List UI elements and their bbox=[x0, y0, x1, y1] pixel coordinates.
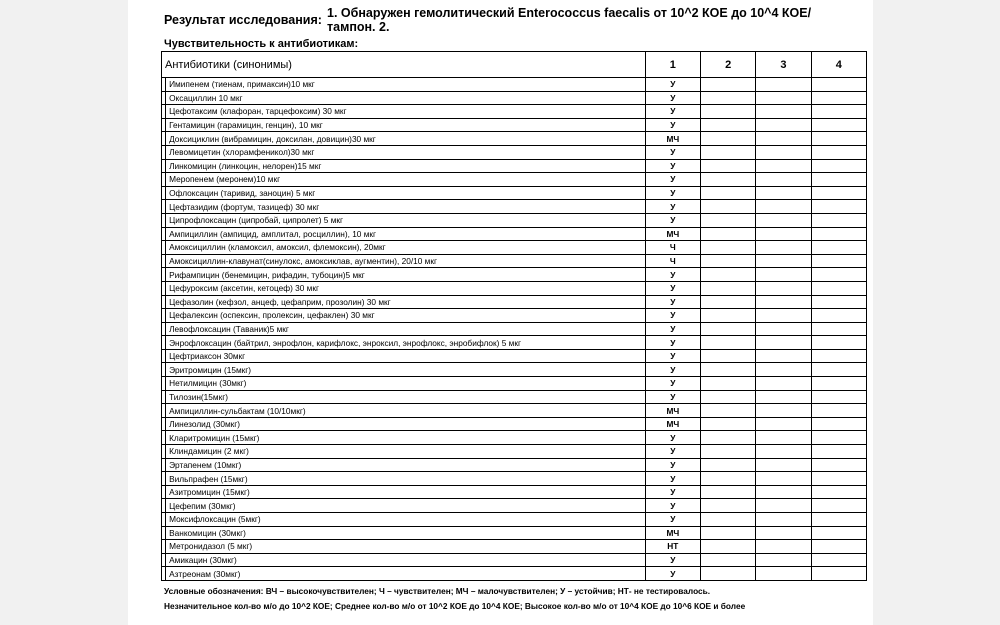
result-cell-3 bbox=[756, 132, 811, 146]
result-cell-3 bbox=[756, 173, 811, 187]
result-cell-3 bbox=[756, 159, 811, 173]
result-cell-1: У bbox=[645, 159, 700, 173]
result-cell-2 bbox=[700, 241, 755, 255]
table-row bbox=[162, 472, 867, 486]
table-row bbox=[162, 526, 867, 540]
result-cell-4 bbox=[811, 377, 866, 391]
antibiotic-name: Азитромицин (15мкг) bbox=[166, 485, 646, 499]
result-cell-3 bbox=[756, 485, 811, 499]
antibiotic-name: Оксациллин 10 мкг bbox=[166, 91, 646, 105]
result-cell-2 bbox=[700, 309, 755, 323]
antibiotic-name: Цефуроксим (аксетин, кетоцеф) 30 мкг bbox=[166, 281, 646, 295]
result-text: 1. Обнаружен гемолитический Enterococcus faecalis от 10^2 КОЕ до 10^4 КОЕ/тампон. 2. bbox=[327, 6, 812, 34]
sensitivity-title: Чувствительность к антибиотикам: bbox=[164, 38, 359, 50]
result-cell-3 bbox=[756, 445, 811, 459]
result-cell-1: У bbox=[645, 268, 700, 282]
antibiotic-name: Меропенем (меронем)10 мкг bbox=[166, 173, 646, 187]
result-cell-3 bbox=[756, 513, 811, 527]
result-cell-1: Ч bbox=[645, 254, 700, 268]
legend: Условные обозначения: ВЧ – высокочувствителен; Ч – чувствителен; МЧ – малочувствителен; У – устойчив; НТ- не тестировалось. bbox=[164, 586, 711, 596]
table-row bbox=[162, 390, 867, 404]
result-cell-4 bbox=[811, 254, 866, 268]
table-row bbox=[162, 200, 867, 214]
table-row bbox=[162, 540, 867, 554]
antibiotic-name: Ампициллин (ампицид, амплитал, росциллин), 10 мкг bbox=[166, 227, 646, 241]
table-row bbox=[162, 227, 867, 241]
result-cell-3 bbox=[756, 553, 811, 567]
result-cell-2 bbox=[700, 417, 755, 431]
result-cell-4 bbox=[811, 200, 866, 214]
result-cell-1: У bbox=[645, 213, 700, 227]
result-cell-3 bbox=[756, 91, 811, 105]
result-cell-4 bbox=[811, 78, 866, 92]
result-cell-2 bbox=[700, 526, 755, 540]
result-cell-3 bbox=[756, 404, 811, 418]
table-row bbox=[162, 445, 867, 459]
result-cell-1: У bbox=[645, 281, 700, 295]
result-cell-1: У bbox=[645, 105, 700, 119]
result-cell-1: У bbox=[645, 91, 700, 105]
column-header-1: 1 bbox=[645, 52, 700, 78]
result-cell-2 bbox=[700, 132, 755, 146]
antibiotics-table bbox=[161, 51, 867, 581]
result-cell-3 bbox=[756, 105, 811, 119]
result-cell-1: МЧ bbox=[645, 132, 700, 146]
result-cell-1: Ч bbox=[645, 241, 700, 255]
table-row bbox=[162, 417, 867, 431]
table-row bbox=[162, 105, 867, 119]
result-cell-1: У bbox=[645, 431, 700, 445]
result-cell-3 bbox=[756, 567, 811, 581]
antibiotic-name: Цефтазидим (фортум, тазицеф) 30 мкг bbox=[166, 200, 646, 214]
result-cell-3 bbox=[756, 349, 811, 363]
table-row bbox=[162, 309, 867, 323]
result-cell-2 bbox=[700, 105, 755, 119]
result-cell-4 bbox=[811, 553, 866, 567]
table-row bbox=[162, 363, 867, 377]
antibiotic-name: Нетилмицин (30мкг) bbox=[166, 377, 646, 391]
antibiotic-name: Клиндамицин (2 мкг) bbox=[166, 445, 646, 459]
table-row bbox=[162, 322, 867, 336]
result-cell-3 bbox=[756, 540, 811, 554]
table-row bbox=[162, 132, 867, 146]
result-cell-4 bbox=[811, 485, 866, 499]
result-cell-1: У bbox=[645, 78, 700, 92]
result-cell-3 bbox=[756, 336, 811, 350]
result-cell-4 bbox=[811, 91, 866, 105]
table-row bbox=[162, 173, 867, 187]
table-row bbox=[162, 336, 867, 350]
antibiotic-name: Кларитромицин (15мкг) bbox=[166, 431, 646, 445]
table-row bbox=[162, 567, 867, 581]
table-row bbox=[162, 254, 867, 268]
result-cell-4 bbox=[811, 417, 866, 431]
result-cell-4 bbox=[811, 281, 866, 295]
antibiotic-name: Тилозин(15мкг) bbox=[166, 390, 646, 404]
antibiotic-name: Линкомицин (линкоцин, нелорен)15 мкг bbox=[166, 159, 646, 173]
result-cell-2 bbox=[700, 213, 755, 227]
result-cell-4 bbox=[811, 567, 866, 581]
result-cell-1: У bbox=[645, 173, 700, 187]
table-row bbox=[162, 349, 867, 363]
result-cell-4 bbox=[811, 363, 866, 377]
result-cell-4 bbox=[811, 268, 866, 282]
result-cell-2 bbox=[700, 173, 755, 187]
table-row bbox=[162, 431, 867, 445]
antibiotic-name: Метронидазол (5 мкг) bbox=[166, 540, 646, 554]
antibiotic-name: Амоксициллин-клавунат(синулокс, амоксиклав, аугментин), 20/10 мкг bbox=[166, 254, 646, 268]
report-page bbox=[128, 0, 873, 625]
result-cell-1: НТ bbox=[645, 540, 700, 554]
table-row bbox=[162, 295, 867, 309]
result-cell-4 bbox=[811, 431, 866, 445]
result-cell-4 bbox=[811, 118, 866, 132]
result-cell-1: У bbox=[645, 322, 700, 336]
result-cell-1: У bbox=[645, 309, 700, 323]
result-cell-2 bbox=[700, 513, 755, 527]
antibiotic-name: Цефтриаксон 30мкг bbox=[166, 349, 646, 363]
result-cell-3 bbox=[756, 227, 811, 241]
result-cell-4 bbox=[811, 445, 866, 459]
result-cell-3 bbox=[756, 295, 811, 309]
result-cell-4 bbox=[811, 145, 866, 159]
result-cell-3 bbox=[756, 254, 811, 268]
antibiotic-name: Доксициклин (вибрамицин, доксилан, довицин)30 мкг bbox=[166, 132, 646, 146]
result-cell-4 bbox=[811, 227, 866, 241]
result-cell-3 bbox=[756, 213, 811, 227]
result-cell-4 bbox=[811, 458, 866, 472]
result-cell-4 bbox=[811, 322, 866, 336]
result-cell-1: У bbox=[645, 567, 700, 581]
antibiotic-name: Эритромицин (15мкг) bbox=[166, 363, 646, 377]
antibiotic-name: Цефалексин (оспексин, пролексин, цефаклен) 30 мкг bbox=[166, 309, 646, 323]
antibiotic-name: Ципрофлоксацин (ципробай, ципролет) 5 мкг bbox=[166, 213, 646, 227]
result-cell-3 bbox=[756, 118, 811, 132]
result-cell-2 bbox=[700, 268, 755, 282]
antibiotic-name: Гентамицин (гарамицин, генцин), 10 мкг bbox=[166, 118, 646, 132]
result-cell-2 bbox=[700, 186, 755, 200]
table-row bbox=[162, 241, 867, 255]
result-cell-2 bbox=[700, 431, 755, 445]
result-cell-2 bbox=[700, 227, 755, 241]
antibiotic-name: Цефотаксим (клафоран, тарцефоксим) 30 мкг bbox=[166, 105, 646, 119]
result-cell-4 bbox=[811, 526, 866, 540]
result-cell-1: У bbox=[645, 390, 700, 404]
result-cell-1: У bbox=[645, 445, 700, 459]
quantity-note: Незначительное кол-во м/о до 10^2 КОЕ; Среднее кол-во м/о от 10^2 КОЕ до 10^4 КОЕ; Высокое кол-во м/о от 10^4 КОЕ до 10^6 КОЕ и более bbox=[164, 601, 746, 611]
result-cell-2 bbox=[700, 281, 755, 295]
antibiotic-name: Цефазолин (кефзол, анцеф, цефаприм, прозолин) 30 мкг bbox=[166, 295, 646, 309]
table-row bbox=[162, 213, 867, 227]
antibiotic-name: Линезолид (30мкг) bbox=[166, 417, 646, 431]
result-cell-2 bbox=[700, 336, 755, 350]
result-cell-2 bbox=[700, 91, 755, 105]
result-cell-2 bbox=[700, 553, 755, 567]
result-cell-4 bbox=[811, 513, 866, 527]
result-cell-2 bbox=[700, 322, 755, 336]
result-cell-4 bbox=[811, 132, 866, 146]
result-cell-1: У bbox=[645, 349, 700, 363]
result-cell-2 bbox=[700, 499, 755, 513]
result-cell-3 bbox=[756, 268, 811, 282]
result-cell-1: У bbox=[645, 363, 700, 377]
result-cell-3 bbox=[756, 417, 811, 431]
result-cell-2 bbox=[700, 458, 755, 472]
result-cell-4 bbox=[811, 173, 866, 187]
result-cell-1: У bbox=[645, 472, 700, 486]
result-cell-4 bbox=[811, 105, 866, 119]
table-row bbox=[162, 91, 867, 105]
result-cell-3 bbox=[756, 458, 811, 472]
antibiotic-name: Эртапенем (10мкг) bbox=[166, 458, 646, 472]
result-cell-1: У bbox=[645, 295, 700, 309]
result-cell-1: МЧ bbox=[645, 526, 700, 540]
table-body bbox=[162, 78, 867, 581]
result-cell-1: У bbox=[645, 553, 700, 567]
antibiotic-name: Амоксициллин (кламоксил, амоксил, флемоксин), 20мкг bbox=[166, 241, 646, 255]
result-cell-2 bbox=[700, 145, 755, 159]
antibiotic-name: Ванкомицин (30мкг) bbox=[166, 526, 646, 540]
result-cell-1: У bbox=[645, 458, 700, 472]
result-cell-3 bbox=[756, 499, 811, 513]
antibiotic-name: Имипенем (тиенам, примаксин)10 мкг bbox=[166, 78, 646, 92]
table-row bbox=[162, 377, 867, 391]
result-cell-4 bbox=[811, 336, 866, 350]
result-cell-3 bbox=[756, 241, 811, 255]
result-cell-1: У bbox=[645, 186, 700, 200]
antibiotic-name: Рифампицин (бенемицин, рифадин, тубоцин)5 мкг bbox=[166, 268, 646, 282]
result-cell-3 bbox=[756, 145, 811, 159]
result-cell-2 bbox=[700, 485, 755, 499]
result-cell-2 bbox=[700, 295, 755, 309]
result-cell-4 bbox=[811, 390, 866, 404]
result-cell-2 bbox=[700, 349, 755, 363]
result-cell-4 bbox=[811, 404, 866, 418]
result-cell-4 bbox=[811, 159, 866, 173]
table-row bbox=[162, 458, 867, 472]
result-cell-3 bbox=[756, 200, 811, 214]
result-cell-3 bbox=[756, 186, 811, 200]
result-cell-4 bbox=[811, 309, 866, 323]
result-cell-1: У bbox=[645, 485, 700, 499]
table-row bbox=[162, 186, 867, 200]
result-cell-2 bbox=[700, 78, 755, 92]
result-cell-2 bbox=[700, 445, 755, 459]
antibiotic-name: Левомицетин (хлорамфеникол)30 мкг bbox=[166, 145, 646, 159]
result-cell-3 bbox=[756, 472, 811, 486]
antibiotic-name: Моксифлоксацин (5мкг) bbox=[166, 513, 646, 527]
table-row bbox=[162, 553, 867, 567]
result-cell-3 bbox=[756, 322, 811, 336]
column-header-2: 2 bbox=[700, 52, 755, 78]
antibiotic-name: Азтреонам (30мкг) bbox=[166, 567, 646, 581]
result-cell-4 bbox=[811, 213, 866, 227]
result-cell-2 bbox=[700, 404, 755, 418]
table-row bbox=[162, 78, 867, 92]
result-cell-2 bbox=[700, 159, 755, 173]
table-row bbox=[162, 118, 867, 132]
result-cell-4 bbox=[811, 540, 866, 554]
result-cell-1: У bbox=[645, 513, 700, 527]
result-cell-2 bbox=[700, 472, 755, 486]
result-cell-1: МЧ bbox=[645, 404, 700, 418]
antibiotic-name: Амикацин (30мкг) bbox=[166, 553, 646, 567]
result-cell-4 bbox=[811, 472, 866, 486]
result-cell-1: У bbox=[645, 499, 700, 513]
antibiotic-name: Вильпрафен (15мкг) bbox=[166, 472, 646, 486]
result-cell-1: У bbox=[645, 118, 700, 132]
column-header-4: 4 bbox=[811, 52, 866, 78]
result-cell-2 bbox=[700, 377, 755, 391]
result-cell-3 bbox=[756, 390, 811, 404]
result-label: Результат исследования: bbox=[164, 13, 322, 27]
antibiotic-name: Энрофлоксацин (байтрил, энрофлон, карифлокс, энроксил, энрофлокс, энробифлок) 5 мкг bbox=[166, 336, 646, 350]
result-cell-1: МЧ bbox=[645, 417, 700, 431]
result-cell-3 bbox=[756, 281, 811, 295]
column-header-3: 3 bbox=[756, 52, 811, 78]
result-cell-3 bbox=[756, 526, 811, 540]
result-cell-4 bbox=[811, 499, 866, 513]
result-cell-2 bbox=[700, 254, 755, 268]
table-row bbox=[162, 404, 867, 418]
table-row bbox=[162, 499, 867, 513]
result-cell-4 bbox=[811, 349, 866, 363]
table-header-row bbox=[162, 52, 867, 78]
result-cell-1: У bbox=[645, 336, 700, 350]
result-cell-2 bbox=[700, 200, 755, 214]
result-cell-2 bbox=[700, 363, 755, 377]
result-cell-3 bbox=[756, 431, 811, 445]
result-cell-2 bbox=[700, 540, 755, 554]
result-cell-1: У bbox=[645, 377, 700, 391]
result-cell-1: У bbox=[645, 145, 700, 159]
column-header-antibiotics: Антибиотики (синонимы) bbox=[162, 52, 646, 78]
result-cell-3 bbox=[756, 363, 811, 377]
antibiotic-name: Левофлоксацин (Таваник)5 мкг bbox=[166, 322, 646, 336]
table-row bbox=[162, 268, 867, 282]
result-cell-3 bbox=[756, 78, 811, 92]
table-row bbox=[162, 159, 867, 173]
table-row bbox=[162, 281, 867, 295]
result-cell-4 bbox=[811, 241, 866, 255]
antibiotic-name: Цефепим (30мкг) bbox=[166, 499, 646, 513]
result-cell-2 bbox=[700, 390, 755, 404]
antibiotic-name: Ампициллин-сульбактам (10/10мкг) bbox=[166, 404, 646, 418]
result-cell-2 bbox=[700, 118, 755, 132]
result-cell-3 bbox=[756, 309, 811, 323]
table-row bbox=[162, 485, 867, 499]
result-cell-1: МЧ bbox=[645, 227, 700, 241]
table-row bbox=[162, 145, 867, 159]
result-cell-2 bbox=[700, 567, 755, 581]
result-cell-3 bbox=[756, 377, 811, 391]
result-cell-1: У bbox=[645, 200, 700, 214]
table-row bbox=[162, 513, 867, 527]
result-cell-4 bbox=[811, 186, 866, 200]
antibiotic-name: Офлоксацин (таривид, заноцин) 5 мкг bbox=[166, 186, 646, 200]
result-cell-4 bbox=[811, 295, 866, 309]
